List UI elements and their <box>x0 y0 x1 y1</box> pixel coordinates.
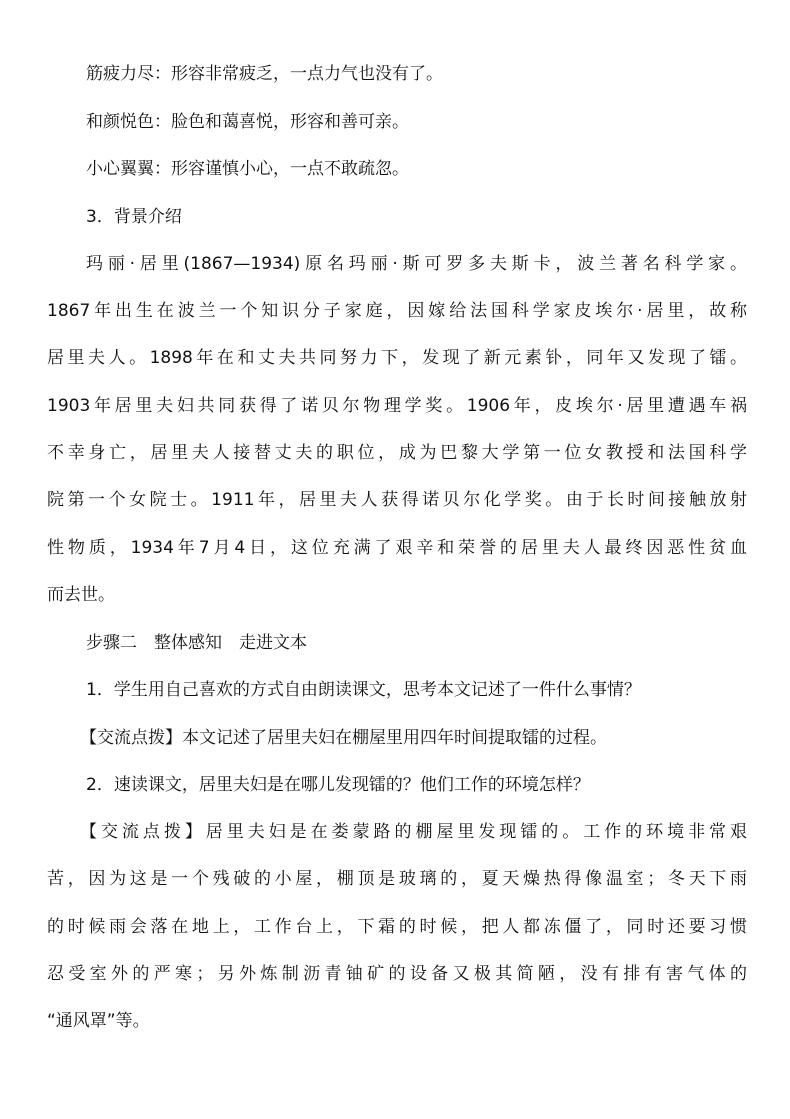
paragraph-line: 玛丽·居里(1867—1934)原名玛丽·斯可罗多夫斯卡，波兰著名科学家。 <box>86 254 747 274</box>
question-1: 1．学生用自己喜欢的方式自由朗读课文，思考本文记述了一件什么事情？ <box>86 680 641 700</box>
paragraph-line: 苦，因为这是一个残破的小屋，棚顶是玻璃的，夏天燥热得像温室；冬天下雨 <box>47 869 747 889</box>
paragraph-line: 居里夫人。1898年在和丈夫共同努力下，发现了新元素钋，同年又发现了镭。 <box>47 348 747 368</box>
idiom-definition: 小心翼翼：形容谨慎小心，一点不敢疏忽。 <box>86 159 409 179</box>
answer-1: 【交流点拨】本文记述了居里夫妇在棚屋里用四年时间提取镭的过程。 <box>80 728 607 748</box>
paragraph-line: 【交流点拨】居里夫妇是在娄蒙路的棚屋里发现镭的。工作的环境非常艰 <box>80 822 747 842</box>
paragraph-line: 而去世。 <box>47 585 115 605</box>
background-paragraph <box>47 252 747 622</box>
step-heading: 步骤二 整体感知 走进文本 <box>86 633 307 653</box>
section-heading: 3．背景介绍 <box>86 207 182 227</box>
paragraph-line: “通风罩”等。 <box>47 1011 150 1031</box>
paragraph-line: 1903年居里夫妇共同获得了诺贝尔物理学奖。1906年，皮埃尔·居里遭遇车祸 <box>47 396 747 416</box>
answer-2 <box>47 820 747 1040</box>
paragraph-line: 不幸身亡，居里夫人接替丈夫的职位，成为巴黎大学第一位女教授和法国科学 <box>47 443 747 463</box>
idiom-definition: 和颜悦色：脸色和蔼喜悦，形容和善可亲。 <box>86 112 409 132</box>
idiom-definition: 筋疲力尽：形容非常疲乏，一点力气也没有了。 <box>86 64 443 84</box>
question-2: 2．速读课文，居里夫妇是在哪儿发现镭的？他们工作的环境怎样？ <box>86 775 590 795</box>
paragraph-line: 1867年出生在波兰一个知识分子家庭，因嫁给法国科学家皮埃尔·居里，故称 <box>47 301 747 321</box>
paragraph-line: 性物质，1934年7月4日，这位充满了艰辛和荣誉的居里夫人最终因恶性贫血 <box>47 538 747 558</box>
paragraph-line: 的时候雨会落在地上，工作台上，下霜的时候，把人都冻僵了，同时还要习惯 <box>47 917 747 937</box>
paragraph-line: 忍受室外的严寒；另外炼制沥青铀矿的设备又极其简陋，没有排有害气体的 <box>47 964 747 984</box>
paragraph-line: 院第一个女院士。1911年，居里夫人获得诺贝尔化学奖。由于长时间接触放射 <box>47 490 747 510</box>
